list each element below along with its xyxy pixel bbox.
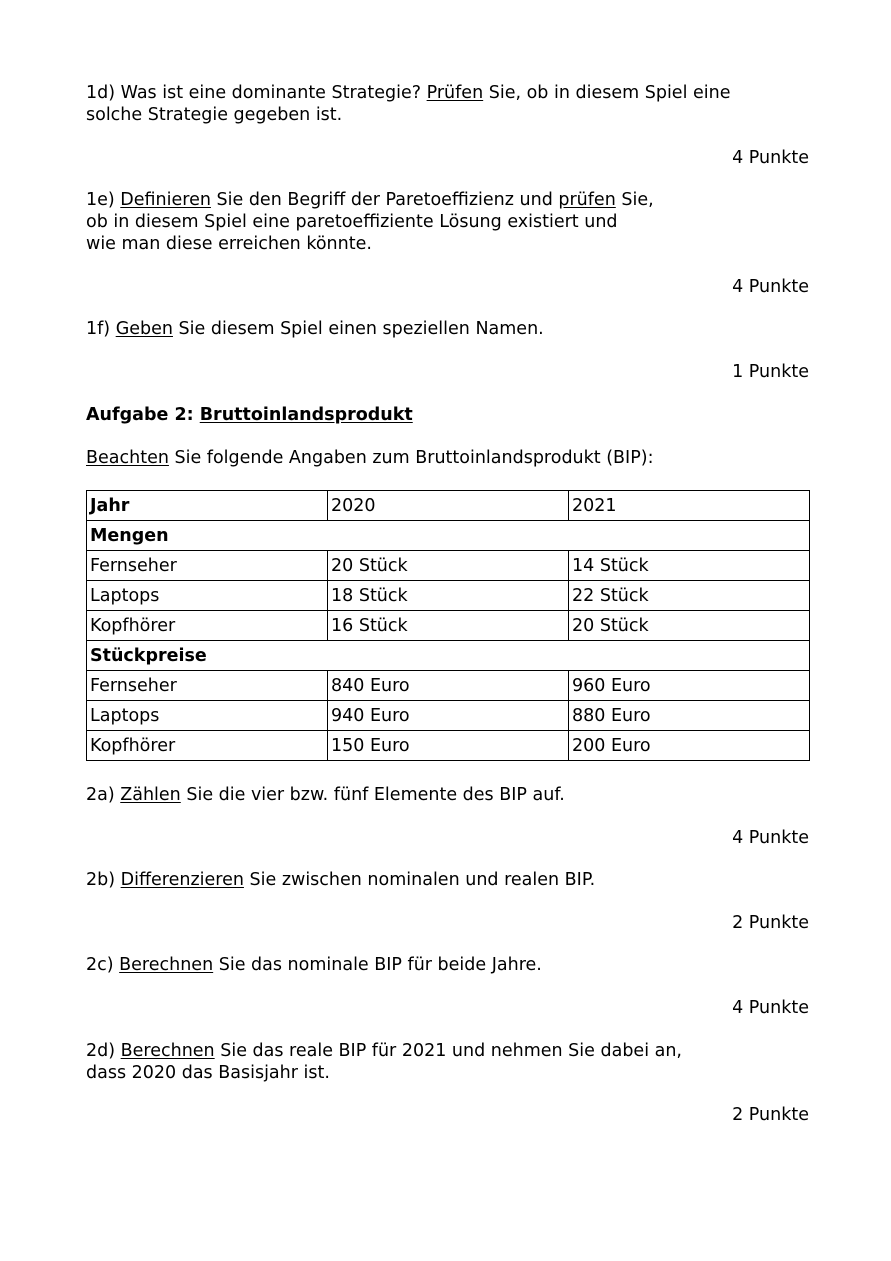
section-stueckpreise: Stückpreise	[87, 641, 810, 671]
table-cell: 940 Euro	[328, 701, 569, 731]
question-label: 2a)	[86, 785, 121, 805]
question-text: wie man diese erreichen könnte.	[86, 234, 372, 254]
table-section-row	[87, 641, 810, 671]
table-cell: 18 Stück	[328, 581, 569, 611]
section-mengen: Mengen	[87, 521, 810, 551]
question-text: Sie das nominale BIP für beide Jahre.	[213, 955, 542, 975]
question-2b	[86, 869, 809, 891]
task-prefix: Aufgabe 2:	[86, 405, 200, 425]
question-text: Sie die vier bzw. fünf Elemente des BIP auf.	[180, 785, 565, 805]
task-intro	[86, 447, 809, 469]
table-section-row	[87, 521, 810, 551]
question-text: Sie den Begriff der Paretoeffizienz und	[210, 190, 559, 210]
table-header-cell: Jahr	[87, 491, 328, 521]
question-label: 1f)	[86, 319, 116, 339]
table-row	[87, 611, 810, 641]
operator-verb: Berechnen	[119, 955, 214, 975]
operator-verb: Definieren	[120, 190, 211, 210]
table-cell: 20 Stück	[569, 611, 810, 641]
points-2c: 4 Punkte	[732, 998, 809, 1018]
question-2c	[86, 954, 809, 976]
question-text: Sie,	[615, 190, 654, 210]
table-cell: Fernseher	[87, 671, 328, 701]
points-1d: 4 Punkte	[732, 148, 809, 168]
table-cell: 22 Stück	[569, 581, 810, 611]
operator-verb: Berechnen	[120, 1041, 215, 1061]
table-cell: Kopfhörer	[87, 611, 328, 641]
question-text: Was ist eine dominante Strategie?	[120, 83, 427, 103]
operator-verb: Geben	[115, 319, 173, 339]
question-text: ob in diesem Spiel eine paretoeffiziente Lösung existiert und	[86, 212, 618, 232]
operator-verb: Differenzieren	[120, 870, 244, 890]
table-cell: 880 Euro	[569, 701, 810, 731]
table-row	[87, 701, 810, 731]
operator-verb: prüfen	[558, 190, 616, 210]
table-cell: 960 Euro	[569, 671, 810, 701]
operator-verb: Beachten	[86, 448, 169, 468]
question-1f	[86, 318, 809, 340]
table-cell: 16 Stück	[328, 611, 569, 641]
table-header-cell: 2020	[328, 491, 569, 521]
question-text: Sie diesem Spiel einen speziellen Namen.	[172, 319, 544, 339]
table-cell: 20 Stück	[328, 551, 569, 581]
table-cell: 14 Stück	[569, 551, 810, 581]
task-title: Bruttoinlandsprodukt	[199, 405, 413, 425]
question-text: dass 2020 das Basisjahr ist.	[86, 1063, 330, 1083]
question-2d	[86, 1040, 809, 1084]
table-cell: 150 Euro	[328, 731, 569, 761]
table-header-cell: 2021	[569, 491, 810, 521]
table-row	[87, 671, 810, 701]
question-1e	[86, 189, 809, 255]
points-2b: 2 Punkte	[732, 913, 809, 933]
table-header-row	[87, 491, 810, 521]
question-text: Sie das reale BIP für 2021 und nehmen Sie dabei an,	[214, 1041, 682, 1061]
table-cell: Laptops	[87, 581, 328, 611]
table-cell: Laptops	[87, 701, 328, 731]
operator-verb: Zählen	[120, 785, 181, 805]
question-1d	[86, 82, 809, 126]
question-2a	[86, 784, 809, 806]
table-cell: 200 Euro	[569, 731, 810, 761]
question-label: 1d)	[86, 83, 121, 103]
intro-text: Sie folgende Angaben zum Bruttoinlandsprodukt (BIP):	[168, 448, 654, 468]
bip-table	[86, 490, 810, 761]
points-1f: 1 Punkte	[732, 362, 809, 382]
question-label: 2b)	[86, 870, 121, 890]
points-2d: 2 Punkte	[732, 1105, 809, 1125]
table-row	[87, 731, 810, 761]
table-row	[87, 551, 810, 581]
operator-verb: Prüfen	[426, 83, 484, 103]
question-text: solche Strategie gegeben ist.	[86, 105, 343, 125]
question-label: 1e)	[86, 190, 121, 210]
question-text: Sie, ob in diesem Spiel eine	[483, 83, 731, 103]
table-cell: 840 Euro	[328, 671, 569, 701]
points-2a: 4 Punkte	[732, 828, 809, 848]
points-1e: 4 Punkte	[732, 277, 809, 297]
question-label: 2c)	[86, 955, 120, 975]
table-cell: Kopfhörer	[87, 731, 328, 761]
question-label: 2d)	[86, 1041, 121, 1061]
question-text: Sie zwischen nominalen und realen BIP.	[243, 870, 596, 890]
table-row	[87, 581, 810, 611]
table-cell: Fernseher	[87, 551, 328, 581]
task-heading	[86, 404, 809, 426]
